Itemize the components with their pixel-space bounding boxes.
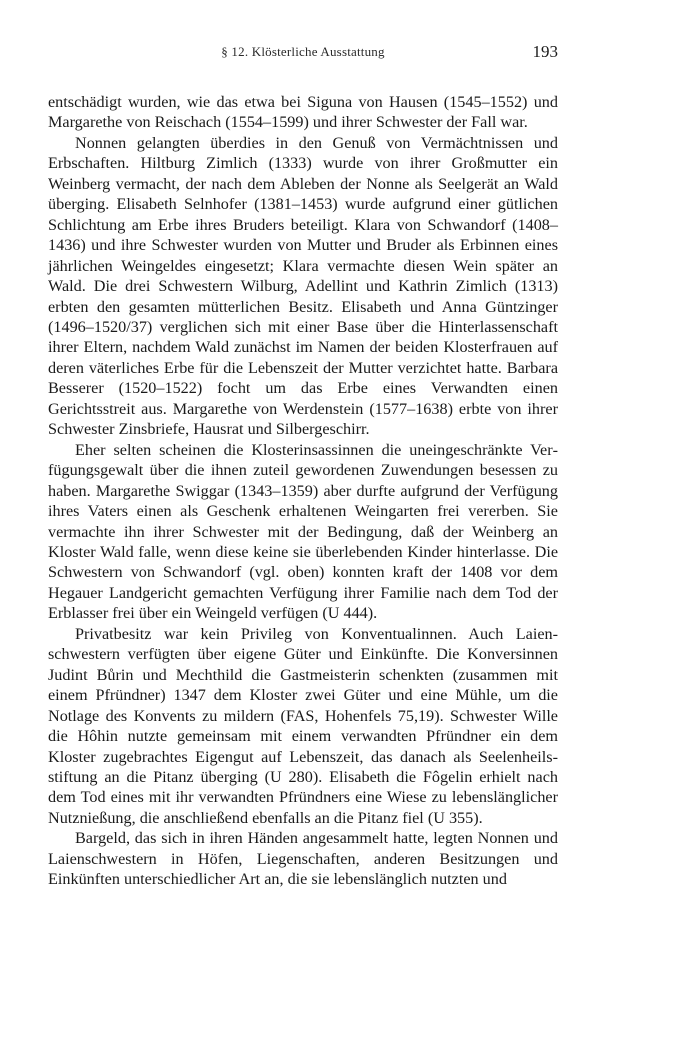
page-number: 193 <box>532 42 558 61</box>
paragraph-cash-investments: Bargeld, das sich in ihren Händen angesammelt hatte, legten Nonnen und Laienschwestern in Höfen, Liegenschaften, anderen Besitzungen und Einkünften unterschiedlicher Art an, die sie lebenslänglich nutzten und <box>48 829 558 889</box>
running-head: § 12. Klösterliche Ausstattung <box>221 44 385 59</box>
body-text <box>48 92 558 890</box>
paragraph-disposal-rights: Eher selten scheinen die Klosterinsassinnen die uneingeschränkte Verfügungsgewalt über die ihnen zuteil gewordenen Zuwendungen besessen zu haben. Margarethe Swiggar (1343–1359) aber durfte aufgrund der Verfügung ihres Vaters einen als Geschenk erhaltenen Weingarten frei vererben. Sie vermachte ihn ihrer Schwester mit der Bedingung, daß der Weinberg an Kloster Wald falle, wenn diese keine sie überlebenden Kinder hinterlasse. Die Schwestern von Schwandorf (vgl. oben) konnten kraft der 1408 vor dem Hegauer Landgericht gemachten Verfügung ihrer Familie nach dem Tod der Erblasser frei über ein Weingeld verfügen (U 444). <box>48 440 558 623</box>
paragraph-lay-sisters: Privatbesitz war kein Privileg von Konventualinnen. Auch Laienschwestern verfügten über eigene Güter und Einkünfte. Die Konversinnen Judint Bůrin und Mechthild die Gastmeisterin schenkten (zusammen mit einem Pfründner) 1347 dem Kloster zwei Güter und eine Mühle, um die Notlage des Konvents zu mildern (FAS, Hohenfels 75,19). Schwester Wille die Hôhin nutzte gemeinsam mit einem verwandten Pfründner ein dem Kloster zugebrachtes Eigengut auf Lebenszeit, das danach als Seelenheilsstiftung an die Pitanz überging (U 280). Elisabeth die Fôgelin erhielt nach dem Tod eines mit ihr verwandten Pfründners eine Wiese zu lebenslänglicher Nutznießung, die anschließend ebenfalls an die Pitanz fiel (U 355). <box>48 624 558 827</box>
page-header <box>48 44 558 66</box>
paragraph-continuation: entschädigt wurden, wie das etwa bei Siguna von Hausen (1545–1552) und Margarethe von Reischach (1554–1599) und ihrer Schwester der Fall war. <box>48 93 558 132</box>
paragraph-bequests: Nonnen gelangten überdies in den Genuß von Vermächtnissen und Erbschaften. Hiltburg Zimlich (1333) wurde von ihrer Großmutter ein Weinberg vermacht, der nach dem Ableben der Nonne als Seelgerät an Wald überging. Elisabeth Selnhofer (1381–1453) wurde aufgrund einer gütlichen Schlichtung am Erbe ihres Bruders beteiligt. Klara von Schwandorf (1408–1436) und ihre Schwester wurden von Mutter und Bruder als Erbinnen eines jährlichen Weingeldes eingesetzt; Klara vermachte diesen Wein später an Wald. Die drei Schwestern Wilburg, Adellint und Kathrin Zimlich (1313) erbten den gesamten mütterlichen Besitz. Elisabeth und Anna Güntzinger (1496–1520/37) verglichen sich mit einer Base über die Hinterlassenschaft ihrer Eltern, nachdem Wald zunächst im Namen der beiden Klosterfrauen auf deren väterliches Erbe für die Lebenszeit der Mutter verzichtet hatte. Barbara Besserer (1520–1522) focht um das Erbe eines Verwandten einen Gerichtsstreit aus. Margarethe von Werdenstein (1577–1638) erbte von ihrer Schwester Zinsbriefe, Hausrat und Silbergeschirr. <box>48 133 558 439</box>
